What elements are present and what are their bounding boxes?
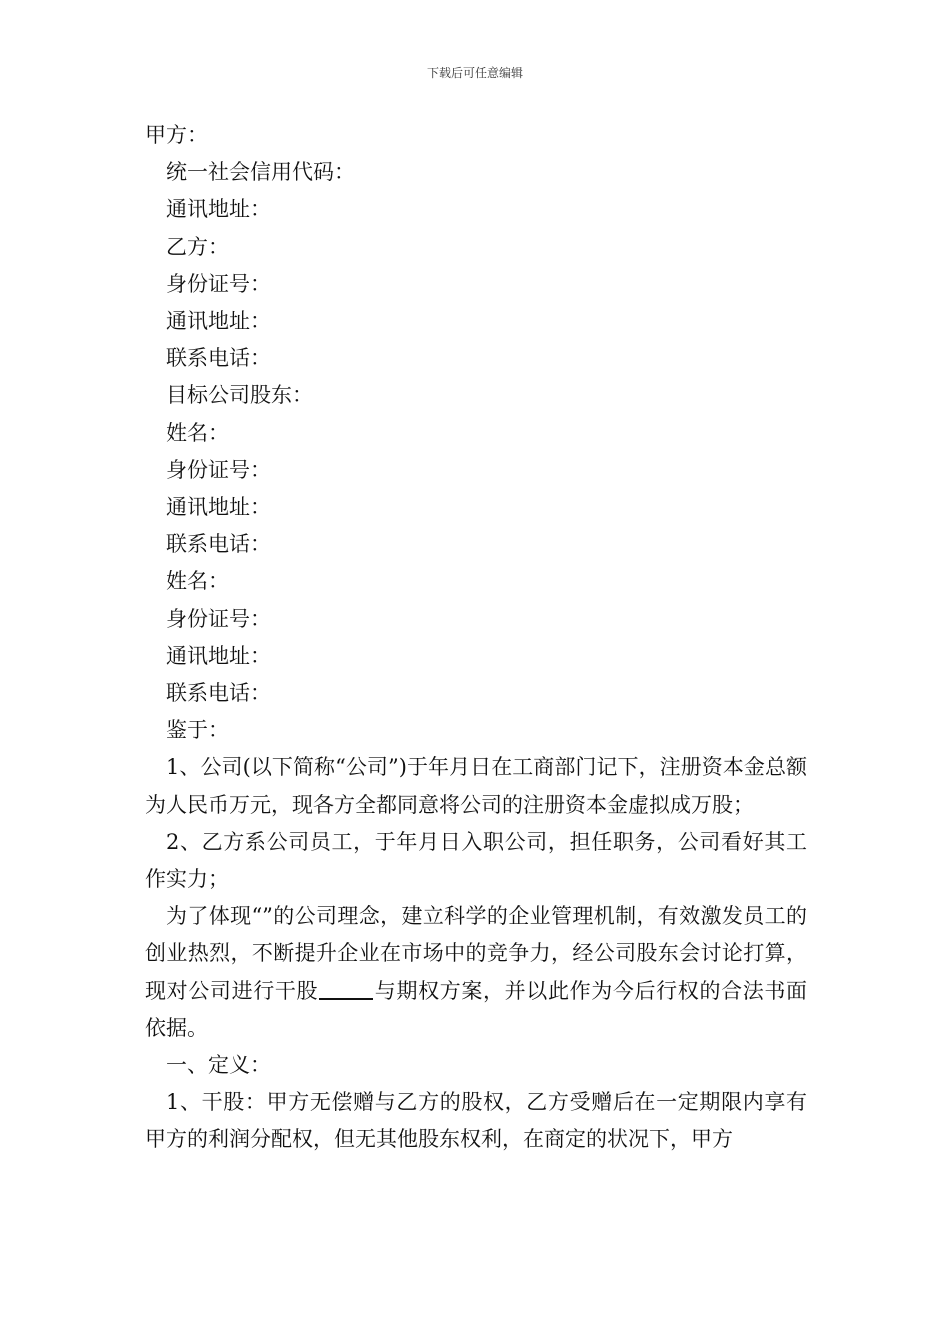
section-1-heading: 一、定义：: [166, 1053, 271, 1078]
party-b-address-label: 通讯地址：: [166, 309, 271, 334]
shareholder1-name-label: 姓名：: [166, 420, 229, 445]
page-header: 下载后可任意编辑: [426, 66, 523, 80]
shareholders-heading: 目标公司股东：: [166, 383, 313, 408]
purpose-text-after: 与期权方案，并以此作为今后行权的合法书面依据。: [145, 978, 808, 1040]
shareholder1-address-label: 通讯地址：: [166, 495, 271, 520]
definition-1: 1、干股：甲方无偿赠与乙方的股权，乙方受赠后在一定期限内享有甲方的利润分配权，但无其他股东权利，在商定的状况下，甲方: [145, 1090, 807, 1152]
purpose-text-before: 为了体现“”的公司理念，建立科学的企业管理机制，有效激发员工的创业热烈，不断提升企业在市场中的竞争力，经公司股东会讨论打算，现对公司进行干股: [145, 904, 807, 1003]
shareholder1-phone-label: 联系电话：: [166, 532, 271, 557]
clause-1: 1、公司(以下简称“公司”)于年月日在工商部门记下，注册资本金总额为人民币万元，现各方全都同意将公司的注册资本金虚拟成万股；: [145, 755, 807, 817]
credit-code-label: 统一社会信用代码：: [166, 160, 355, 185]
shareholder2-name-label: 姓名：: [166, 569, 229, 594]
document-body: [145, 117, 807, 1159]
party-a-label: 甲方：: [145, 123, 208, 147]
party-b-label: 乙方：: [166, 234, 229, 259]
party-b-phone-label: 联系电话：: [166, 346, 271, 371]
shareholder2-phone-label: 联系电话：: [166, 681, 271, 706]
party-a-address-label: 通讯地址：: [166, 197, 271, 222]
fill-in-blank: [319, 998, 373, 1000]
shareholder2-address-label: 通讯地址：: [166, 643, 271, 668]
whereas-heading: 鉴于：: [166, 718, 229, 743]
shareholder2-id-label: 身份证号：: [166, 606, 271, 631]
shareholder1-id-label: 身份证号：: [166, 457, 271, 482]
party-b-id-label: 身份证号：: [166, 271, 271, 296]
purpose-paragraph: [145, 898, 807, 1047]
clause-2: 2、乙方系公司员工，于年月日入职公司，担任职务，公司看好其工作实力；: [145, 829, 807, 892]
